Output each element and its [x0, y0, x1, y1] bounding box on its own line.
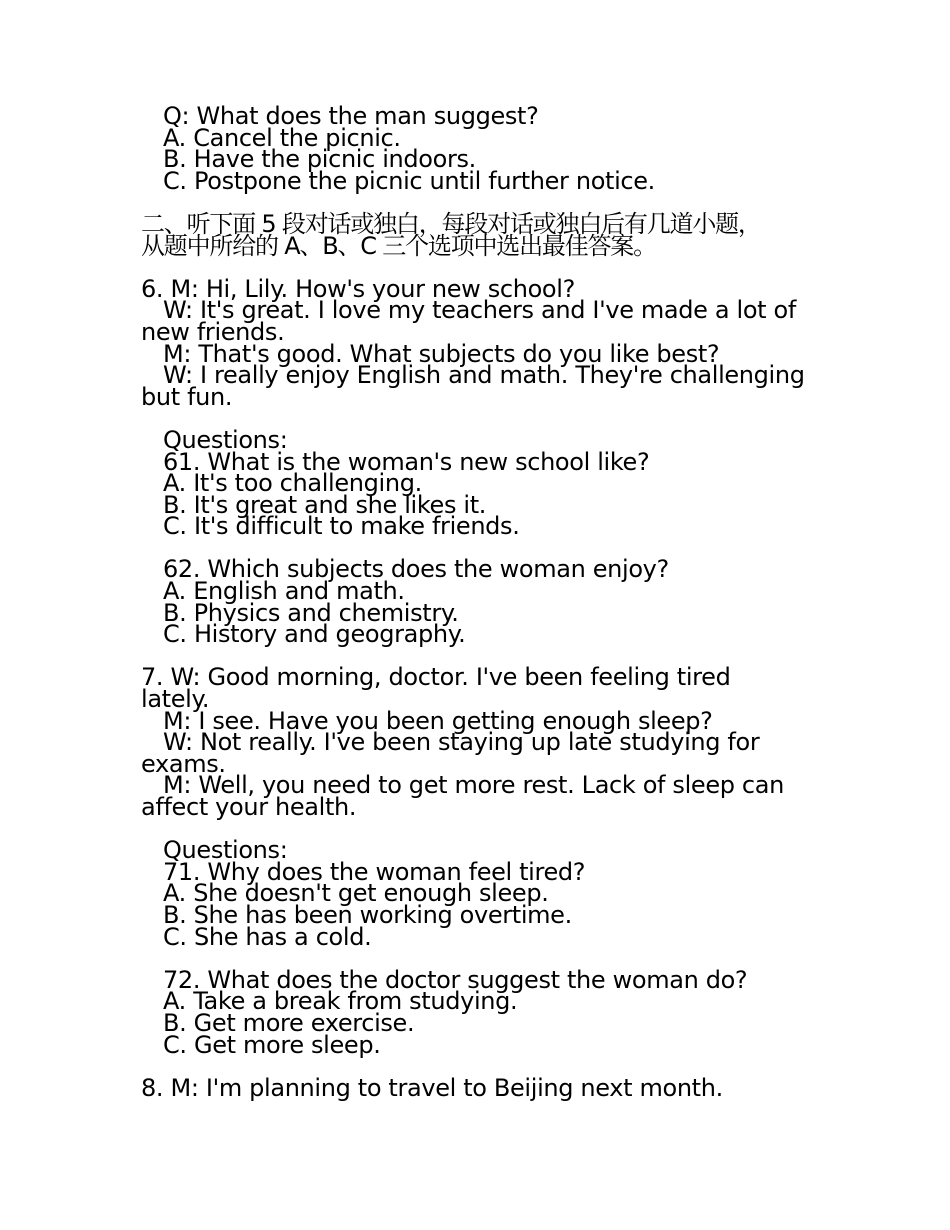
question-text: 71. Why does the woman feel tired? [163, 857, 586, 886]
option-b: B. Have the picnic indoors. [163, 145, 476, 174]
document-content [141, 102, 821, 1102]
dialogue-line: M: Well, you need to get more rest. Lack of sleep can [163, 771, 784, 800]
option-b: B. It's great and she likes it. [163, 490, 487, 519]
question-text: 61. What is the woman's new school like? [163, 447, 650, 476]
q72-block [141, 965, 821, 1059]
dialogue-line: W: I really enjoy English and math. They're challenging [163, 361, 805, 390]
instruction-line-2: 从题中所给的 A、B、C 三个选项中选出最佳答案。 [141, 231, 656, 260]
dialogue-line: affect your health. [141, 793, 357, 821]
option-c: C. Get more sleep. [163, 1030, 381, 1059]
dialogue-line: but fun. [141, 382, 233, 411]
option-a: A. Cancel the picnic. [163, 123, 401, 152]
dialogue-line: M: That's good. What subjects do you like best? [163, 339, 720, 368]
q71-block [141, 836, 821, 951]
dialogue-line: 6. M: Hi, Lily. How's your new school? [141, 274, 575, 303]
option-c: C. It's difficult to make friends. [163, 512, 520, 541]
option-b: B. She has been working overtime. [163, 900, 572, 929]
question-text: 72. What does the doctor suggest the woman do? [163, 965, 748, 994]
section2-instruction [141, 209, 821, 260]
option-b: B. Physics and chemistry. [163, 598, 459, 627]
dialogue-8 [141, 1073, 821, 1102]
questions-label: Questions: [163, 836, 288, 865]
dialogue-line: W: Not really. I've been staying up late studying for [163, 728, 760, 757]
option-a: A. English and math. [163, 577, 405, 606]
dialogue-7 [141, 663, 821, 821]
dialogue-line: 8. M: I'm planning to travel to Beijing next month. [141, 1073, 723, 1102]
dialogue-line: M: I see. Have you been getting enough sleep? [163, 706, 713, 735]
dialogue-line: lately. [141, 685, 210, 714]
questions-label: Questions: [163, 425, 288, 454]
q62-block [141, 555, 821, 649]
option-c: C. History and geography. [163, 620, 466, 649]
question-text: 62. Which subjects does the woman enjoy? [163, 555, 669, 584]
dialogue-line: new friends. [141, 317, 285, 346]
option-a: A. It's too challenging. [163, 469, 422, 498]
option-c: C. She has a cold. [163, 922, 372, 951]
q61-block [141, 425, 821, 541]
q5-block [141, 102, 821, 195]
option-b: B. Get more exercise. [163, 1008, 415, 1037]
dialogue-line: 7. W: Good morning, doctor. I've been feeling tired [141, 663, 731, 692]
dialogue-line: W: It's great. I love my teachers and I've made a lot of [163, 296, 796, 325]
instruction-line-1: 二、听下面 5 段对话或独白，每段对话或独白后有几道小题， [141, 209, 761, 238]
option-c: C. Postpone the picnic until further notice. [163, 166, 655, 195]
question-text: Q: What does the man suggest? [163, 102, 539, 130]
dialogue-line: exams. [141, 749, 226, 778]
option-a: A. She doesn't get enough sleep. [163, 879, 549, 908]
option-a: A. Take a break from studying. [163, 987, 518, 1016]
dialogue-6 [141, 274, 821, 411]
